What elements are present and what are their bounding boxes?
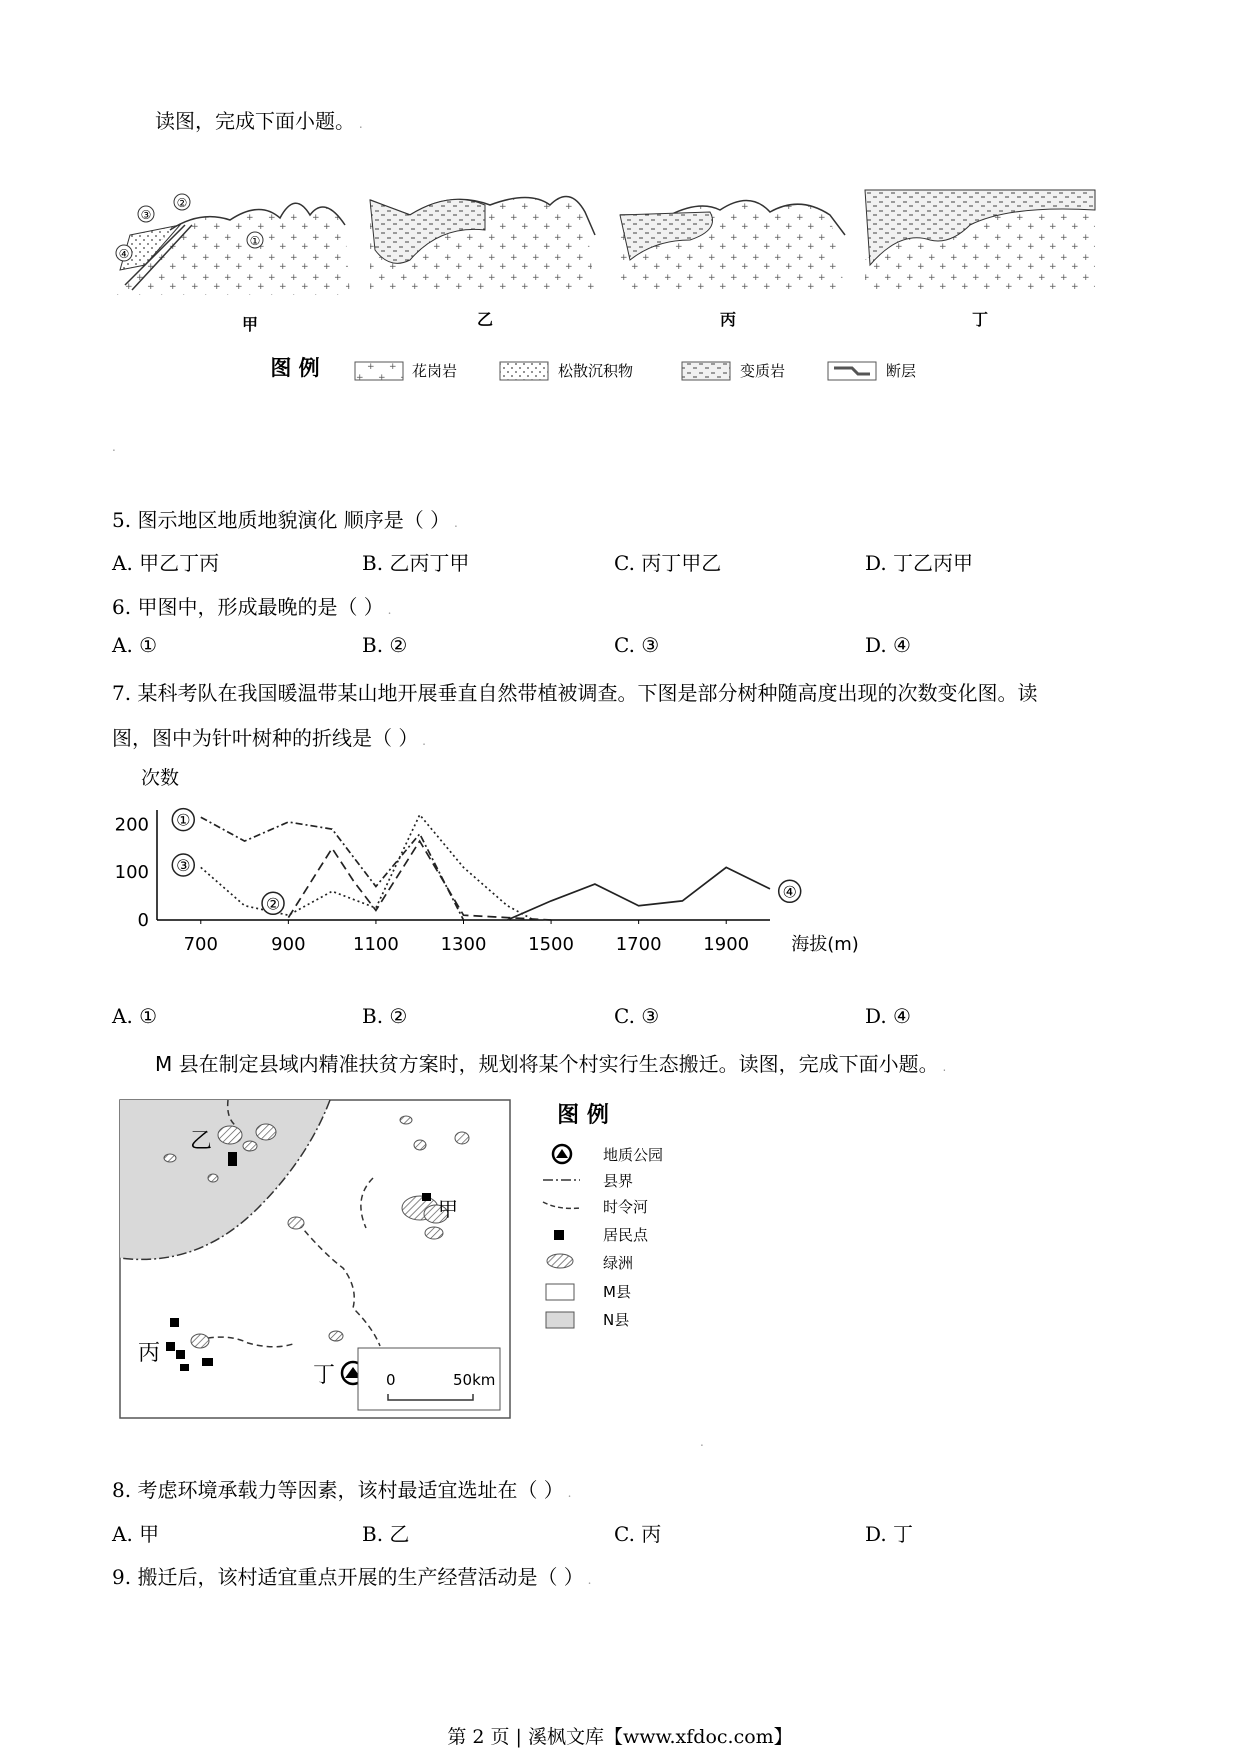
legend-granite: 花岗岩 (412, 362, 458, 380)
x-tick-label: 1700 (615, 934, 662, 955)
q5-option-d[interactable]: D. 丁乙丙甲 (865, 551, 974, 575)
question-6: 6. 甲图中，形成最晚的是（ ） . (112, 595, 392, 619)
panel-yi (370, 196, 595, 329)
legend-n-county: N县 (603, 1311, 630, 1329)
series-line-3 (201, 815, 534, 920)
x-tick-label: 1900 (703, 934, 750, 955)
series-line-1 (201, 817, 464, 920)
panel-bing (620, 200, 845, 329)
legend-geopark: 地质公园 (603, 1146, 664, 1164)
legend-settlement: 居民点 (603, 1226, 649, 1244)
question-7-line2: 图，图中为针叶树种的折线是（ ） . (112, 726, 426, 750)
question-7-line1: 7. 某科考队在我国暖温带某山地开展垂直自然带植被调查。下图是部分树种随高度出现的次数变化图。读 (112, 681, 1038, 705)
q5-option-c[interactable]: C. 丙丁甲乙 (614, 551, 722, 575)
circled-label: ② (176, 196, 188, 210)
series-label-3: ③ (176, 856, 191, 875)
legend-title: 图 例 (557, 1103, 609, 1128)
legend-title: 图 例 (270, 356, 320, 380)
q8-option-d[interactable]: D. 丁 (865, 1522, 914, 1546)
series-line-4 (507, 867, 770, 920)
altitude-chart (105, 760, 859, 970)
q5-option-a[interactable]: A. 甲乙丁丙 (112, 551, 220, 575)
map-legend (543, 1103, 663, 1329)
x-tick-label: 1300 (440, 934, 487, 955)
intro-text: 读图，完成下面小题。 . (155, 109, 363, 133)
y-tick-label: 200 (114, 814, 149, 836)
question-5: 5. 图示地区地质地貌演化 顺序是（ ） . (112, 508, 458, 532)
place-bing: 丙 (138, 1341, 161, 1366)
y-tick-label: 100 (114, 862, 149, 884)
legend-fault: 断层 (886, 362, 917, 380)
q8-option-b[interactable]: B. 乙 (362, 1522, 410, 1546)
county-map (118, 1098, 708, 1428)
q6-option-c[interactable]: C. ③ (614, 633, 660, 657)
q7-option-a[interactable]: A. ① (112, 1004, 158, 1028)
panel-label: 乙 (476, 310, 494, 329)
y-tick-label: 0 (137, 910, 149, 931)
legend-oasis: 绿洲 (603, 1254, 634, 1272)
x-tick-label: 900 (271, 934, 306, 955)
series-line-2 (288, 841, 551, 920)
q5-option-b[interactable]: B. 乙丙丁甲 (362, 551, 470, 575)
panel-label: 甲 (241, 315, 259, 334)
place-ding: 丁 (313, 1363, 336, 1388)
series-label-1: ① (176, 810, 191, 830)
series-label-4: ④ (782, 882, 797, 902)
page-footer: 第 2 页 | 溪枫文库【www.xfdoc.com】 (447, 1726, 793, 1748)
place-yi: 乙 (190, 1129, 213, 1154)
intro-text-2: M 县在制定县域内精准扶贫方案时，规划将某个村实行生态搬迁。读图，完成下面小题。 . (155, 1052, 947, 1076)
panel-jia (115, 194, 350, 334)
x-axis-label: 海拔(m) (791, 934, 859, 955)
scale-km: 50km (453, 1371, 496, 1389)
q8-option-c[interactable]: C. 丙 (614, 1522, 662, 1546)
q6-option-a[interactable]: A. ① (112, 633, 158, 657)
q7-option-d[interactable]: D. ④ (865, 1004, 911, 1028)
panel-ding (865, 190, 1095, 329)
geology-figure (110, 190, 1210, 410)
legend-metamorphic: 变质岩 (740, 362, 786, 380)
q6-option-b[interactable]: B. ② (362, 633, 408, 657)
scale-zero: 0 (386, 1371, 396, 1389)
q7-option-b[interactable]: B. ② (362, 1004, 408, 1028)
question-8: 8. 考虑环境承载力等因素，该村最适宜选址在（ ） . (112, 1478, 572, 1502)
q7-option-c[interactable]: C. ③ (614, 1004, 660, 1028)
x-tick-label: 1500 (528, 934, 574, 955)
y-axis-label: 次数 (140, 767, 180, 789)
legend-m-county: M县 (603, 1283, 631, 1301)
circled-label: ① (249, 234, 261, 248)
q8-option-a[interactable]: A. 甲 (112, 1522, 160, 1546)
legend-river: 时令河 (603, 1198, 649, 1216)
question-9: 9. 搬迁后，该村适宜重点开展的生产经营活动是（ ） . (112, 1565, 592, 1589)
panel-label: 丙 (719, 310, 737, 329)
series-label-2: ② (265, 894, 281, 914)
place-jia: 甲 (438, 1197, 458, 1221)
x-tick-label: 700 (183, 934, 218, 955)
circled-label: ③ (140, 208, 152, 222)
circled-label: ④ (118, 247, 130, 261)
legend-county-line: 县界 (603, 1172, 634, 1190)
x-tick-label: 1100 (353, 934, 399, 955)
geo-legend (270, 356, 916, 380)
panel-label: 丁 (971, 310, 989, 329)
q6-option-d[interactable]: D. ④ (865, 633, 911, 657)
legend-sediment: 松散沉积物 (558, 362, 634, 380)
